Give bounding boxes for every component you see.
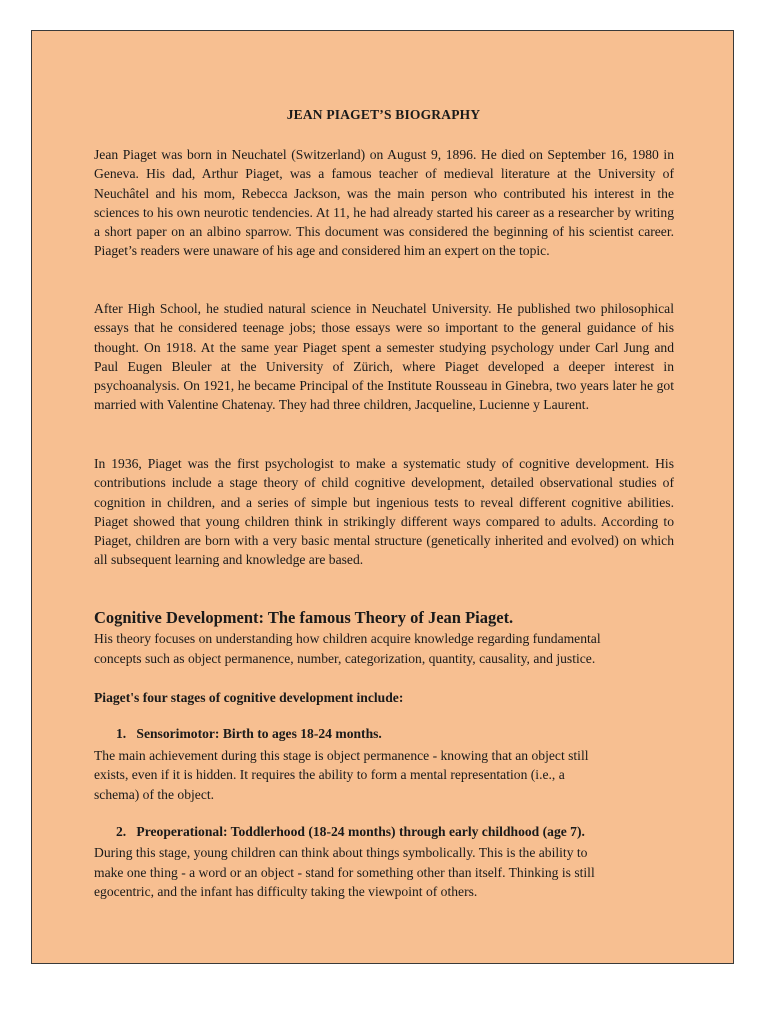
section-intro-line-2: concepts such as object permanence, number, categorization, quantity, causality, and justice.: [94, 651, 596, 666]
stage-number: 2.: [116, 824, 127, 839]
document-page: [31, 30, 734, 964]
biography-paragraph-1: [94, 145, 674, 261]
paragraph-text: Jean Piaget was born in Neuchatel (Switzerland) on August 9, 1896. He died on September 16, 1980 in Geneva. His dad, Arthur Piaget, was a famous teacher of medieval literature at the University of Neuchâtel and his mom, Rebecca Jackson, was the main person who contributed his interest in the sciences to his own neurotic tendencies. At 11, he had already started his career as a researcher by writing a short paper on an albino sparrow. This document was considered the beginning of his scientist career. Piaget’s readers were unaware of his age and considered him an expert on the topic.: [94, 147, 674, 259]
stage-1-line-2: exists, even if it is hidden. It requires the ability to form a mental representation (i.e., a: [94, 767, 565, 782]
section-intro-line-1: His theory focuses on understanding how children acquire knowledge regarding fundamental: [94, 631, 601, 646]
stage-title: Preoperational: Toddlerhood (18-24 months) through early childhood (age 7).: [136, 824, 585, 839]
stage-1-line-3: schema) of the object.: [94, 787, 215, 802]
paragraph-text: After High School, he studied natural science in Neuchatel University. He published two philosophical essays that he considered teenage jobs; those essays were so important to the general guidance of his thought. On 1918. At the same year Piaget spent a semester studying psychology under Carl Jung and Paul Eugen Bleuler at the University of Zürich, where Piaget developed a deeper interest in psychoanalysis. On 1921, he became Principal of the Institute Rousseau in Ginebra, two years later he got married with Valentine Chatenay. They had three children, Jacqueline, Lucienne y Laurent.: [94, 301, 674, 413]
stage-2-line-1: During this stage, young children can think about things symbolically. This is the ability to: [94, 845, 588, 860]
section-heading: Cognitive Development: The famous Theory of Jean Piaget.: [94, 608, 514, 627]
paragraph-text: In 1936, Piaget was the first psychologist to make a systematic study of cognitive development. His contributions include a stage theory of child cognitive development, detailed observational studies of cognition in children, and a series of simple but ingenious tests to reveal different cognitive abilities. Piaget showed that young children think in strikingly different ways compared to adults. According to Piaget, children are born with a very basic mental structure (genetically inherited and evolved) on which all subsequent learning and knowledge are based.: [94, 456, 674, 568]
document-title: JEAN PIAGET’S BIOGRAPHY: [286, 107, 481, 122]
stage-title: Sensorimotor: Birth to ages 18-24 months.: [136, 726, 382, 741]
stage-2-heading: [116, 824, 716, 840]
stage-2-line-2: make one thing - a word or an object - stand for something other than itself. Thinking is still: [94, 865, 595, 880]
stage-1-line-1: The main achievement during this stage is object permanence - knowing that an object still: [94, 748, 589, 763]
stage-2-line-3: egocentric, and the infant has difficulty taking the viewpoint of others.: [94, 884, 478, 899]
stage-1-heading: [116, 726, 716, 742]
stage-number: 1.: [116, 726, 127, 741]
stages-heading: Piaget's four stages of cognitive development include:: [94, 690, 404, 705]
biography-paragraph-2: [94, 299, 674, 415]
biography-paragraph-3: [94, 454, 674, 570]
